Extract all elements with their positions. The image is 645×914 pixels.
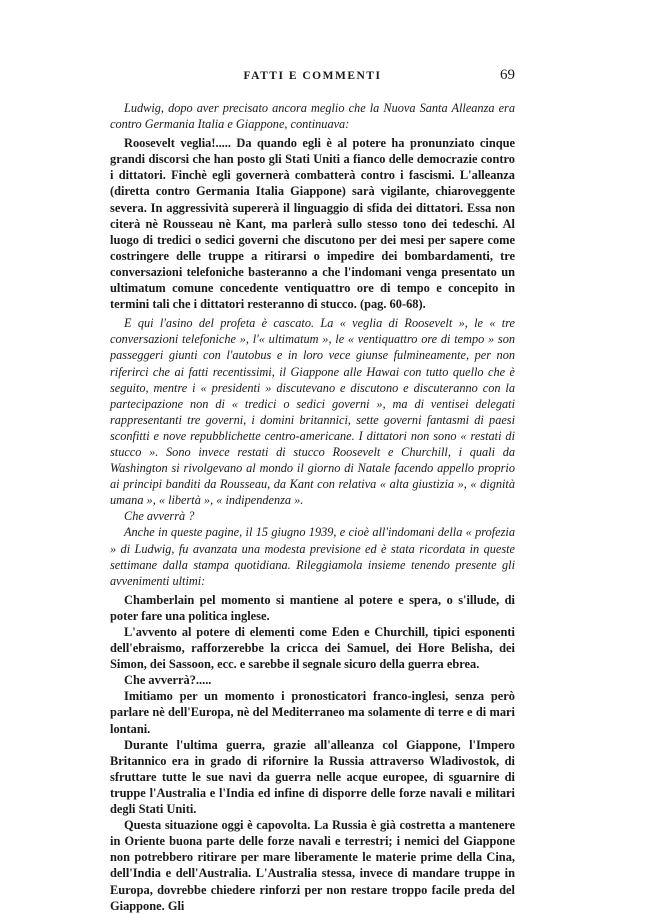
paragraph-pronosticatori: Imitiamo per un momento i pronosticatori franco-inglesi, senza però parlare nè dell'Europa, nè del Mediterraneo ma solamente di terre e di mari lontani.: [110, 689, 515, 736]
page-header: [110, 67, 515, 92]
paragraph-previsione: Anche in queste pagine, il 15 giugno 1939, e cioè all'indomani della « profezia » di Ludwig, fu avanzata una modesta previsione ed è stata ricordata in queste settimane dalla stampa quotidiana. Rileggiamola insieme tenendo presente gli avvenimenti ultimi:: [110, 525, 515, 588]
paragraph-che-avverra: Che avverrà ?: [124, 509, 195, 524]
paragraph-roosevelt-quote: Roosevelt veglia!..... Da quando egli è al potere ha pronunziato cinque grandi discorsi che han posto gli Stati Uniti a fianco delle democrazie contro i dittatori. Finchè egli governerà combatterà contro i fascismi. L'alleanza (diretta contro Germania Italia Giappone) sarà vigilante, chiaroveggente severa. In aggressività supererà il linguaggio di sfida dei dittatori. Essa non citerà nè Rousseau nè Kant, ma parlerà sullo stesso tono dei tedeschi. Al luogo di tredici o sedici governi che discutono per dei mesi per sapere come costringere delle truppe a ritirarsi o impedire dei bombardamenti, tre conversazioni telefoniche basteranno a che l'indomani venga presentato un ultimatum comune concedente ventiquattro ore di tempo e concepito in termini tali che i dittatori resteranno di stucco. (pag. 60-68).: [110, 136, 515, 312]
page-number: 69: [500, 67, 515, 83]
paragraph-situazione: Questa situazione oggi è capovolta. La Russia è già costretta a mantenere in Oriente buona parte delle forze navali e terrestri; i nemici del Giappone non potrebbero ritirare per mare liberamente le materie prime della Cina, dell'India e dell'Australia. L'Australia stessa, invece di mandare truppe in Europa, dovrebbe chiedere rinforzi per non restare troppo facile preda del Giappone. Gli: [110, 818, 515, 913]
paragraph-commentary: E qui l'asino del profeta è cascato. La « veglia di Roosevelt », le « tre conversazioni telefoniche », l'« ultimatum », le « ventiquattro ore di tempo » son passeggeri giunti con l'autobus e in loro vece giunse fulmineamente, per non riferirci che ai fatti recentissimi, il Giappone alle Hawai con tutto quello che è seguito, mentre i « presidenti » discutevano e discutono e discuteranno con la partecipazione non di « tredici o sedici governi », ma di ventisei delegati rappresentanti tre governi, i domini britannici, sette governi fantasmi di paesi sconfitti e nove repubblichette centro-americane. I dittatori non sono « restati di stucco ». Sono invece restati di stucco Roosevelt e Churchill, i quali da Washington si rivolgevano al mondo il giorno di Natale facendo appello proprio ai principi banditi da Rousseau, da Kant con relativa « alta giustizia », « dignità umana », « libertà », « indipendenza ».: [110, 316, 515, 508]
body-text: [110, 100, 515, 914]
paragraph-ultima-guerra: Durante l'ultima guerra, grazie all'alleanza col Giappone, l'Impero Britannico era in grado di rifornire la Russia attraverso Wladivostok, di sfruttare tutte le sue navi da guerra nelle acque europee, di sguarnire di truppe l'Australia e l'India ed infine di disporre delle forze navali e militari degli Stati Uniti.: [110, 737, 515, 817]
paragraph-che-avverra-2: Che avverrà?.....: [124, 673, 212, 688]
running-title: FATTI E COMMENTI: [243, 70, 382, 82]
paragraph-ludwig-intro: Ludwig, dopo aver precisato ancora meglio che la Nuova Santa Alleanza era contro Germania Italia e Giappone, continuava:: [110, 101, 515, 132]
paragraph-eden-churchill: L'avvento al potere di elementi come Eden e Churchill, tipici esponenti dell'ebraismo, rafforzerebbe la cricca dei Samuel, dei Hore Belisha, dei Simon, dei Sassoon, ecc. e sarebbe il segnale sicuro della guerra ebrea.: [110, 625, 515, 672]
paragraph-chamberlain: Chamberlain pel momento si mantiene al potere e spera, o s'illude, di poter fare una politica inglese.: [110, 592, 515, 623]
